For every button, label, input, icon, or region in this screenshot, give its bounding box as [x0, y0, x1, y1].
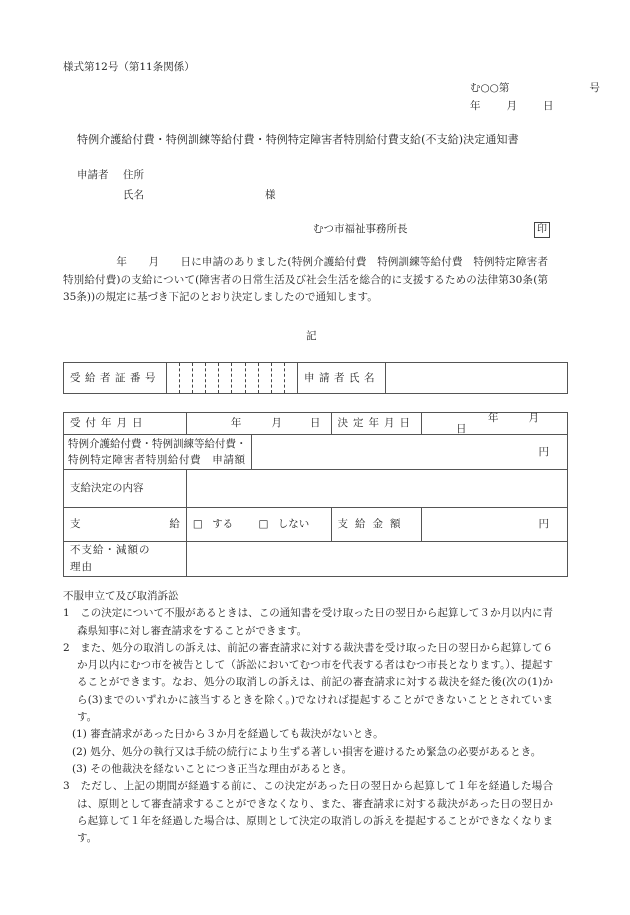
decision-year-unit: 年 — [488, 412, 499, 424]
document-number — [470, 83, 600, 94]
reason-field[interactable] — [186, 542, 567, 577]
recipient-number-digit-box[interactable] — [232, 363, 245, 393]
checkbox-pay-no[interactable]: □ — [258, 518, 269, 531]
payment-yen-unit: 円 — [538, 518, 549, 531]
decision-content-label: 支給決定の内容 — [64, 470, 187, 508]
reason-label-line2: 理由 — [70, 561, 93, 573]
option-no-label: しない — [277, 518, 310, 531]
address-label: 住所 — [123, 169, 144, 181]
payment-amount-label: 支給金額 — [331, 508, 422, 542]
receipt-date-label: 受付年月日 — [64, 413, 187, 435]
reason-label — [64, 542, 187, 577]
recipient-number-digit-box[interactable] — [193, 363, 206, 393]
decision-month-unit: 月 — [528, 412, 539, 424]
payment-options — [186, 508, 331, 542]
recipient-number-digit-box[interactable] — [219, 363, 232, 393]
reason-label-line1: 不支給・減額の — [70, 544, 151, 556]
document-number-prefix: む○○第 — [470, 82, 510, 94]
payment-label-left: 支 — [70, 518, 81, 531]
application-yen-unit: 円 — [538, 445, 549, 458]
honorific-sama: 様 — [265, 189, 276, 201]
ki-heading: 記 — [306, 330, 317, 342]
recipient-number-digit-box[interactable] — [272, 363, 285, 393]
notice-body-text: 年 月 日に申請のありました(特例介護給付費 特例訓練等給付費 特例特定障害者特別給付費)の支給について(障害者の日常生活及び社会生活を総合的に支援するための法律第30条(第35条))の規定に基づき下記のとおり決定しましたので通知します。 — [63, 256, 548, 303]
recipient-number-digit-box[interactable] — [246, 363, 259, 393]
recipient-number-digit-box[interactable] — [180, 363, 193, 393]
date-year-unit: 年 — [470, 100, 481, 112]
receipt-date-field[interactable] — [186, 413, 331, 435]
seal-mark: 印 — [534, 222, 550, 238]
decision-date-label: 決定年月日 — [331, 413, 422, 435]
receipt-month-unit: 月 — [271, 417, 282, 430]
decision-day-unit: 日 — [456, 422, 467, 435]
appeal-notes — [63, 588, 553, 847]
payment-label-right: 給 — [169, 518, 180, 531]
payment-label — [64, 508, 187, 542]
document-title: 特例介護給付費・特例訓練等給付費・特例特定障害者特別給付費支給(不支給)決定通知書 — [77, 133, 519, 146]
issuer-name: むつ市福祉事務所長 — [313, 223, 408, 235]
application-amount-field[interactable] — [251, 435, 568, 470]
receipt-day-unit: 日 — [309, 417, 321, 430]
recipient-number-field[interactable] — [167, 363, 298, 394]
note-item-3: 3 ただし、上記の期間が経過する前に、この決定があった日の翌日から起算して１年を経過した場合は、原則として審査請求することができなくなり、また、審査請求に対する裁決があった日の翌日から起算して１年を経過した場合は、原則として決定の取消しの訴えを提起することができなくなります。 — [63, 780, 553, 845]
decision-content-field[interactable] — [186, 470, 567, 508]
applicant-label: 申請者 — [77, 169, 109, 181]
recipient-number-digit-box[interactable] — [206, 363, 219, 393]
document-number-suffix: 号 — [589, 82, 600, 94]
application-amount-label-line2: 特例特定障害者特別給付費 申請額 — [68, 454, 246, 466]
date-month-unit: 月 — [506, 100, 517, 112]
payment-amount-field[interactable] — [422, 508, 568, 542]
document-date — [470, 101, 554, 112]
decision-date-field[interactable] — [422, 413, 568, 435]
applicant-name-field[interactable] — [386, 363, 568, 394]
applicant-name-label: 申請者氏名 — [298, 363, 386, 394]
note-sub-item-3: (3) その他裁決を経ないことにつき正当な理由があるとき。 — [72, 762, 353, 775]
checkbox-pay-yes[interactable]: □ — [192, 518, 203, 531]
option-yes-label: する — [212, 518, 234, 531]
application-amount-label — [64, 435, 252, 470]
decision-table — [63, 412, 568, 577]
receipt-year-unit: 年 — [230, 417, 242, 430]
note-sub-item-2: (2) 処分、処分の執行又は手続の続行により生ずる著しい損害を避けるため緊急の必要があるとき。 — [72, 745, 542, 758]
note-sub-item-1: (1) 審査請求があった日から３か月を経過しても裁決がないとき。 — [72, 728, 384, 741]
application-amount-label-line1: 特例介護給付費・特例訓練等給付費・ — [68, 438, 247, 450]
form-number: 様式第12号（第11条関係） — [63, 61, 195, 73]
recipient-info-table — [63, 362, 568, 394]
recipient-number-digit-box[interactable] — [259, 363, 272, 393]
recipient-number-digit-box[interactable] — [285, 363, 297, 393]
recipient-number-digit-box[interactable] — [167, 363, 180, 393]
note-item-1: 1 この決定について不服があるときは、この通知書を受け取った日の翌日から起算して３か月以内に青森県知事に対し審査請求をすることができます。 — [63, 607, 553, 637]
name-label: 氏名 — [123, 189, 144, 201]
recipient-number-label: 受給者証番号 — [64, 363, 167, 394]
note-item-2: 2 また、処分の取消しの訴えは、前記の審査請求に対する裁決書を受け取った日の翌日から起算して６か月以内にむつ市を被告として（訴訟においてむつ市を代表する者はむつ市長となります。）、提起することができます。なお、処分の取消しの訴えは、前記の審査請求に対する裁決を経た後(次の(1)から(3)までのいずれかに該当するときを除く。)でなければ提起することができないこととされています。 — [63, 641, 553, 724]
notes-heading: 不服申立て及び取消訴訟 — [63, 590, 179, 602]
date-day-unit: 日 — [543, 100, 554, 112]
